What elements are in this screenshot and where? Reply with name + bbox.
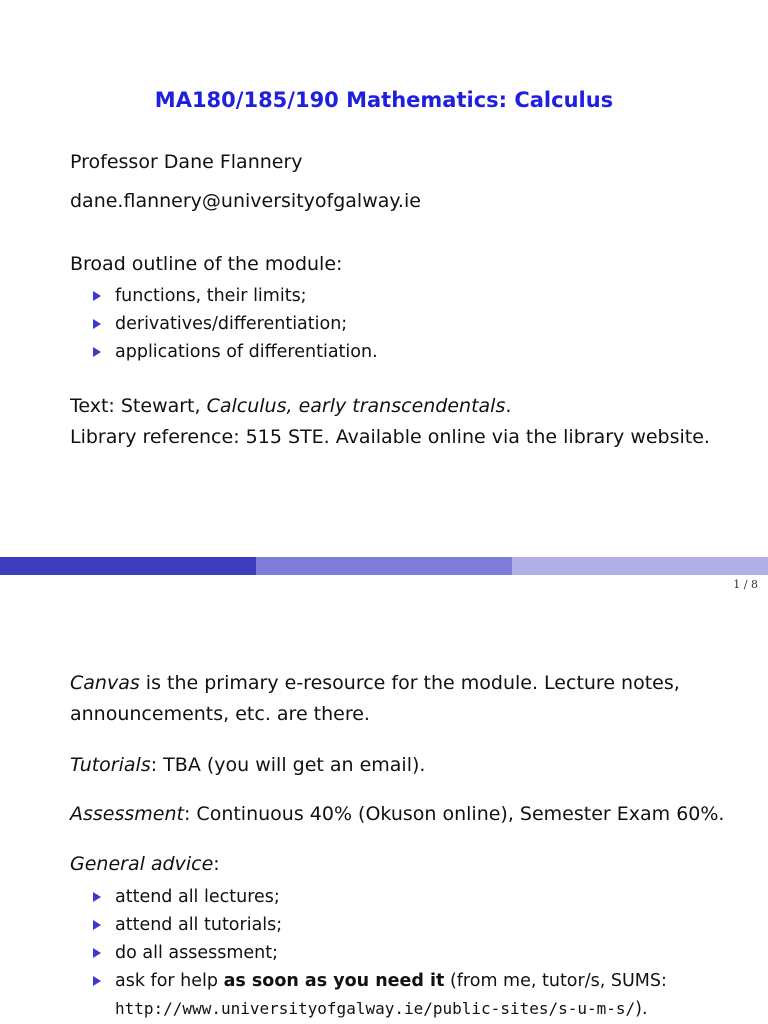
textbook-line: [70, 394, 511, 418]
help-suffix: (from me, tutor/s, SUMS:: [444, 971, 667, 991]
bullet-triangle-icon: [93, 976, 101, 986]
help-bold: as soon as you need it: [223, 971, 445, 991]
canvas-line-1: [70, 671, 680, 695]
canvas-label: Canvas: [70, 672, 140, 694]
canvas-line-2: announcements, etc. are there.: [70, 703, 370, 725]
bullet-triangle-icon: [93, 347, 101, 357]
tutorials-label: Tutorials: [70, 754, 151, 776]
canvas-text: is the primary e-resource for the module. Lecture notes,: [139, 672, 680, 694]
list-item: [92, 911, 667, 939]
assessment-line: [70, 802, 724, 826]
bullet-triangle-icon: [93, 920, 101, 930]
page-number: 1 / 8: [733, 578, 758, 591]
list-item: [92, 939, 667, 967]
list-item-text: attend all tutorials;: [115, 915, 283, 935]
library-reference: Library reference: 515 STE. Available online via the library website.: [70, 426, 710, 448]
textbook-suffix: .: [505, 395, 512, 417]
list-item-text: applications of differentiation.: [115, 342, 378, 362]
list-item: [92, 883, 667, 911]
assessment-text: : Continuous 40% (Okuson online), Semester Exam 60%.: [183, 803, 725, 825]
progress-segment-left: [0, 557, 256, 575]
list-item-text: derivatives/differentiation;: [115, 314, 348, 334]
tutorials-text: : TBA (you will get an email).: [150, 754, 426, 776]
list-item: [92, 338, 378, 366]
list-item: [92, 282, 378, 310]
help-prefix: ask for help: [115, 971, 224, 991]
slide-title: MA180/185/190 Mathematics: Calculus: [154, 88, 614, 112]
list-item: [92, 310, 378, 338]
outline-heading: Broad outline of the module:: [70, 253, 343, 275]
advice-list: [92, 883, 667, 995]
tutorials-line: [70, 753, 425, 777]
sums-link[interactable]: http://www.universityofgalway.ie/public-sites/s-u-m-s/: [115, 999, 636, 1018]
professor-name: Professor Dane Flannery: [70, 151, 303, 173]
textbook-title: Calculus, early transcendentals: [206, 395, 506, 417]
assessment-label: Assessment: [70, 803, 184, 825]
bullet-triangle-icon: [93, 892, 101, 902]
bullet-triangle-icon: [93, 319, 101, 329]
progress-segment-middle: [256, 557, 512, 575]
advice-label: General advice: [70, 853, 214, 875]
bullet-triangle-icon: [93, 948, 101, 958]
advice-heading: [70, 852, 220, 876]
outline-list: [92, 282, 378, 366]
bullet-triangle-icon: [93, 291, 101, 301]
list-item-text: functions, their limits;: [115, 286, 307, 306]
help-end: ).: [635, 999, 648, 1019]
slide-progress-bar: [0, 557, 768, 575]
professor-email: dane.flannery@universityofgalway.ie: [70, 190, 421, 212]
advice-colon: :: [213, 853, 220, 875]
list-item-text: attend all lectures;: [115, 887, 280, 907]
textbook-prefix: Text: Stewart,: [70, 395, 207, 417]
list-item-text: do all assessment;: [115, 943, 279, 963]
progress-segment-right: [512, 557, 768, 575]
list-item: [92, 967, 667, 995]
help-url-line: [115, 999, 648, 1019]
